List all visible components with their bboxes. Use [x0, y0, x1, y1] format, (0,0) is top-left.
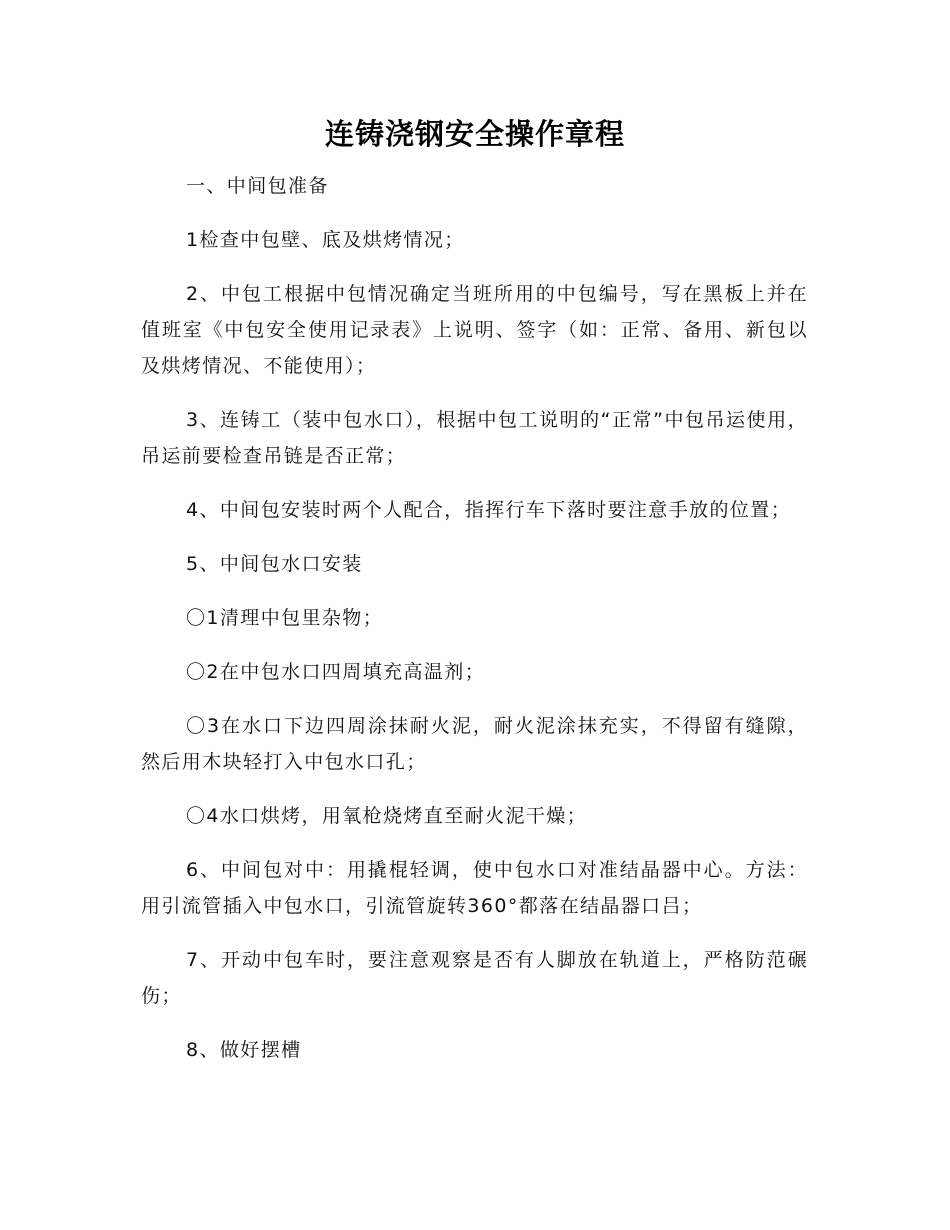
document-body [141, 168, 808, 1086]
paragraph: 6、中间包对中：用撬棍轻调，使中包水口对准结晶器中心。方法：用引流管插入中包水口，引流管旋转360°都落在结晶器口吕； [141, 859, 808, 917]
paragraph: 3、连铸工（装中包水口），根据中包工说明的“正常”中包吊运使用，吊运前要检查吊链是否正常； [141, 409, 808, 467]
section-heading: 一、中间包准备 [186, 175, 329, 197]
sub-item: 〇4水口烘烤，用氧枪烧烤直至耐火泥干燥； [186, 805, 588, 827]
paragraph: 7、开动中包车时，要注意观察是否有人脚放在轨道上，严格防范碾伤； [141, 949, 808, 1007]
document-title: 连铸浇钢安全操作章程 [324, 117, 625, 151]
paragraph: 8、做好摆槽 [186, 1039, 302, 1061]
paragraph: 2、中包工根据中包情况确定当班所用的中包编号，写在黑板上并在值班室《中包安全使用记录表》上说明、签字（如：正常、备用、新包以及烘烤情况、不能使用）； [141, 283, 808, 377]
paragraph: 5、中间包水口安装 [186, 553, 363, 575]
paragraph: 1检查中包壁、底及烘烤情况； [186, 229, 465, 251]
sub-item: 〇3在水口下边四周涂抹耐火泥，耐火泥涂抹充实，不得留有缝隙，然后用木块轻打入中包水口孔； [141, 715, 808, 773]
paragraph: 4、中间包安装时两个人配合，指挥行车下落时要注意手放的位置； [186, 499, 792, 521]
sub-item: 〇1清理中包里杂物； [186, 607, 384, 629]
sub-item: 〇2在中包水口四周填充高温剂； [186, 661, 486, 683]
